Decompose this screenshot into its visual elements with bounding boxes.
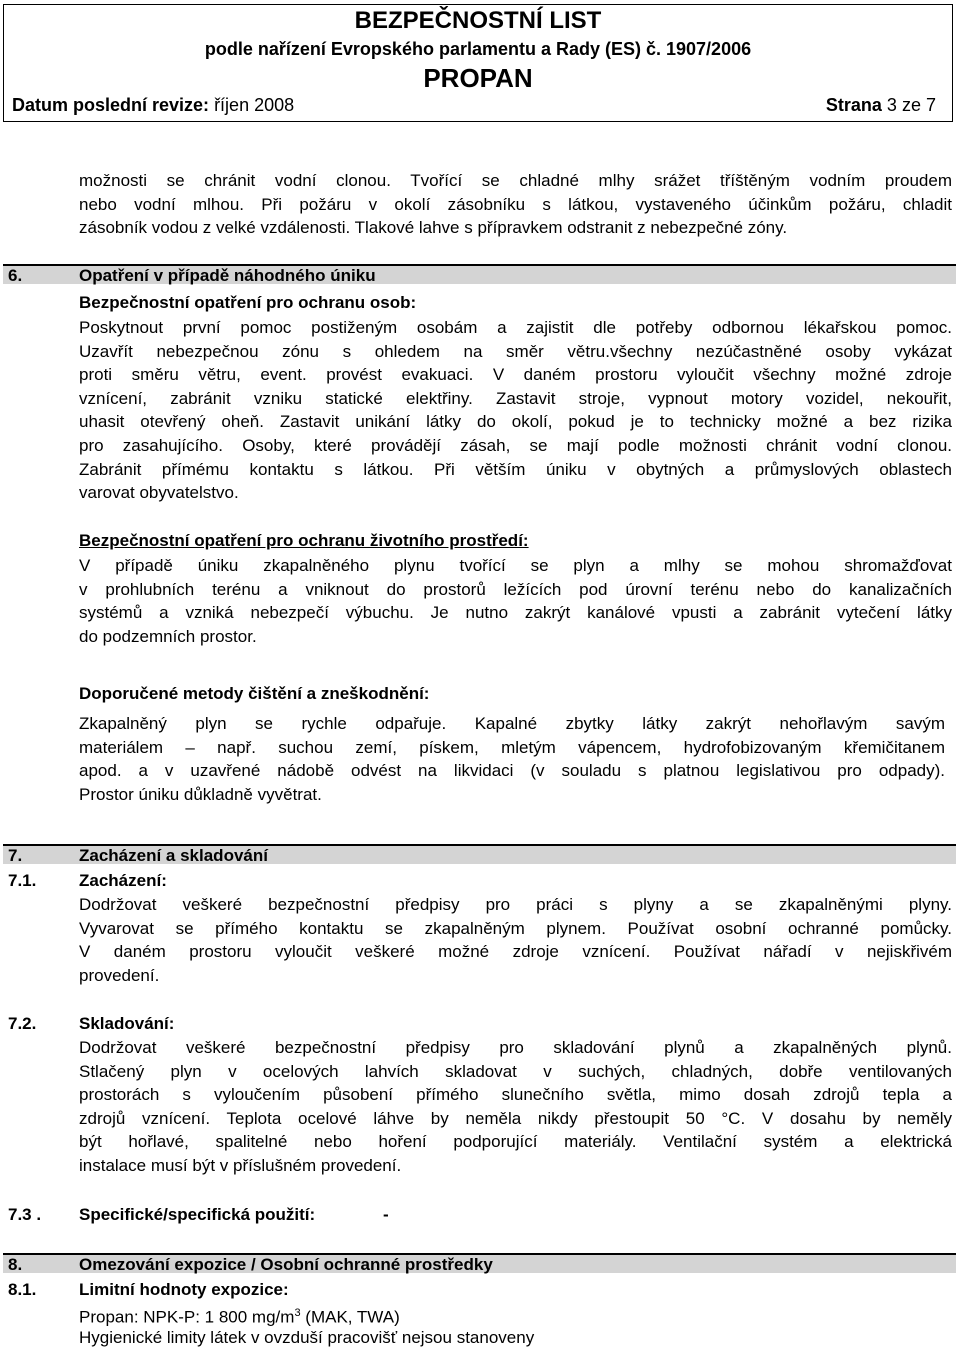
text-line: Prostor úniku důkladně vyvětrat.: [79, 784, 322, 804]
text-line: nebo vodní mlhou. Při požáru v okolí zásobníku s látkou, vystaveného účinkům požáru, chladit: [79, 194, 952, 214]
document-header: [3, 4, 953, 122]
intro-paragraph: [79, 169, 952, 240]
text-line: materiálem – např. suchou zemí, pískem, mletým vápencem, hydrofobizovaným křemičitanem: [79, 737, 945, 757]
section-8-title: Omezování expozice / Osobní ochranné prostředky: [79, 1255, 493, 1274]
page-current: 3: [886, 95, 897, 115]
text-line: instalace musí být v příslušném provedení.: [79, 1155, 402, 1175]
page-total: 7: [925, 95, 936, 115]
text-line: možnosti se chránit vodní clonou. Tvořící se chladné mlhy srážet tříštěným vodním proudem: [79, 171, 952, 190]
text-line: Uzavřít nebezpečnou zónu s ohledem na směr větru.všechny nezúčastněné osoby vykázat: [79, 341, 952, 361]
cleanup-paragraph: [79, 712, 945, 806]
text-line: Zabránit přímému kontaktu s látkou. Při větším úniku v obytných a průmyslových oblastech: [79, 459, 952, 479]
hygiene-limits-line: Hygienické limity látek v ovzduší pracovišť nejsou stanoveny: [79, 1328, 535, 1347]
section-6-title: Opatření v případě náhodného úniku: [79, 266, 376, 285]
text-line: proti směru větru, event. provést evakuaci. V daném prostoru vyloučit všechny možné zdroje: [79, 365, 952, 385]
text-line: do podzemních prostor.: [79, 626, 257, 646]
subsection-7-2-number: 7.2.: [8, 1014, 37, 1033]
text-line: uhasit otevřený oheň. Zastavit unikání látky do okolí, pokud je to technicky možné a bez rizika: [79, 412, 952, 432]
handling-paragraph: [79, 893, 952, 987]
text-line: varovat obyvatelstvo.: [79, 483, 239, 503]
text-line: systémů a vzniká nebezpečí výbuchu. Je nutno zakrýt kanálové vpusti a zabránit vytečení látky: [79, 603, 952, 623]
section-7-title: Zacházení a skladování: [79, 846, 268, 865]
subsection-7-3-number: 7.3 .: [8, 1205, 42, 1224]
text-line: V daném prostoru vyloučit veškeré možné zdroje vznícení. Používat nářadí v nejiskřivém: [79, 942, 952, 962]
limit-prefix: Propan: NPK-P: 1 800 mg/m: [79, 1307, 295, 1327]
text-line: Poskytnout první pomoc postiženým osobám a zajistit dle potřeby odbornou lékařskou pomoc.: [79, 318, 952, 337]
product-name: PROPAN: [423, 63, 533, 93]
page-indicator: [826, 95, 936, 116]
text-line: prostorách s vyloučením působení přímého slunečního světla, mimo dosah zdrojů tepla a: [79, 1085, 952, 1105]
text-line: V případě úniku zkapalněného plynu tvořící se plyn a mlhy se mohou shromažďovat: [79, 556, 952, 575]
document-title: BEZPEČNOSTNÍ LIST: [354, 7, 602, 34]
subsection-7-2-title: Skladování:: [79, 1014, 175, 1033]
subsection-7-3-value: -: [383, 1205, 389, 1224]
subsection-7-3-title: Specifické/specifická použití:: [79, 1205, 316, 1224]
subsection-7-1-title: Zacházení:: [79, 871, 167, 890]
subsection-8-1-title: Limitní hodnoty expozice:: [79, 1280, 289, 1299]
page-of: ze: [901, 95, 921, 115]
text-line: Dodržovat veškeré bezpečnostní předpisy pro skladování plynů a zkapalněných plynů.: [79, 1038, 952, 1057]
section-8-number: 8.: [8, 1255, 23, 1274]
subsection-8-1-number: 8.1.: [8, 1280, 37, 1299]
text-line: Vyvarovat se přímého kontaktu se zkapalněným plynem. Používat osobní ochranné pomůcky.: [79, 918, 952, 938]
persons-heading: Bezpečnostní opatření pro ochranu osob:: [79, 293, 417, 312]
text-line: zásobník vodou z velké vzdálenosti. Tlakové lahve s přípravkem odstranit z nebezpečné zóny.: [79, 218, 788, 238]
section-7-number: 7.: [8, 846, 23, 865]
text-line: apod. a v uzavřené nádobě odvést na likvidaci (v souladu s platnou legislativou pro odpady).: [79, 761, 945, 781]
text-line: Stlačený plyn v ocelových lahvích skladovat v suchých, chladných, dobře ventilovaných: [79, 1061, 952, 1081]
revision-value: říjen 2008: [214, 95, 295, 115]
limit-suffix: (MAK, TWA): [300, 1307, 400, 1327]
revision-date: [12, 95, 294, 116]
regulation-reference: podle nařízení Evropského parlamentu a Rady (ES) č. 1907/2006: [204, 39, 752, 59]
section-6-number: 6.: [8, 266, 23, 285]
text-line: Dodržovat veškeré bezpečnostní předpisy pro práci s plyny a se zkapalněnými plyny.: [79, 895, 952, 914]
environment-paragraph: [79, 554, 952, 648]
text-line: provedení.: [79, 965, 160, 985]
text-line: pro zasahujícího. Osoby, které provádějí zásah, se mají podle možnosti chránit vodní clonou.: [79, 435, 952, 455]
page-label: Strana: [825, 95, 882, 115]
subsection-7-1-number: 7.1.: [8, 871, 37, 890]
limit-exponent: 3: [294, 1307, 301, 1319]
persons-paragraph: [79, 316, 952, 505]
text-line: vznícení, zabránit vzniku statické elektřiny. Zastavit stroje, vypnout motory vozidel, nekouřit,: [79, 388, 952, 408]
text-line: být hořlavé, spalitelné nebo hoření podporující materiály. Ventilační systém a elektrická: [79, 1132, 952, 1152]
text-line: Zkapalněný plyn se rychle odpařuje. Kapalné zbytky látky zakrýt nehořlavým savým: [79, 714, 945, 733]
environment-heading: Bezpečnostní opatření pro ochranu životního prostředí:: [79, 531, 529, 550]
storage-paragraph: [79, 1036, 952, 1178]
text-line: zdrojů vznícení. Teplota ocelové láhve by neměla nikdy přestoupit 50 °C. V dosahu by neměly: [79, 1108, 952, 1128]
text-line: v prohlubních terénu a vniknout do prostorů ležících pod úrovní terénu nebo do kanalizačních: [79, 579, 952, 599]
cleanup-heading: Doporučené metody čištění a zneškodnění:: [79, 684, 430, 703]
revision-label: Datum poslední revize:: [12, 95, 210, 115]
